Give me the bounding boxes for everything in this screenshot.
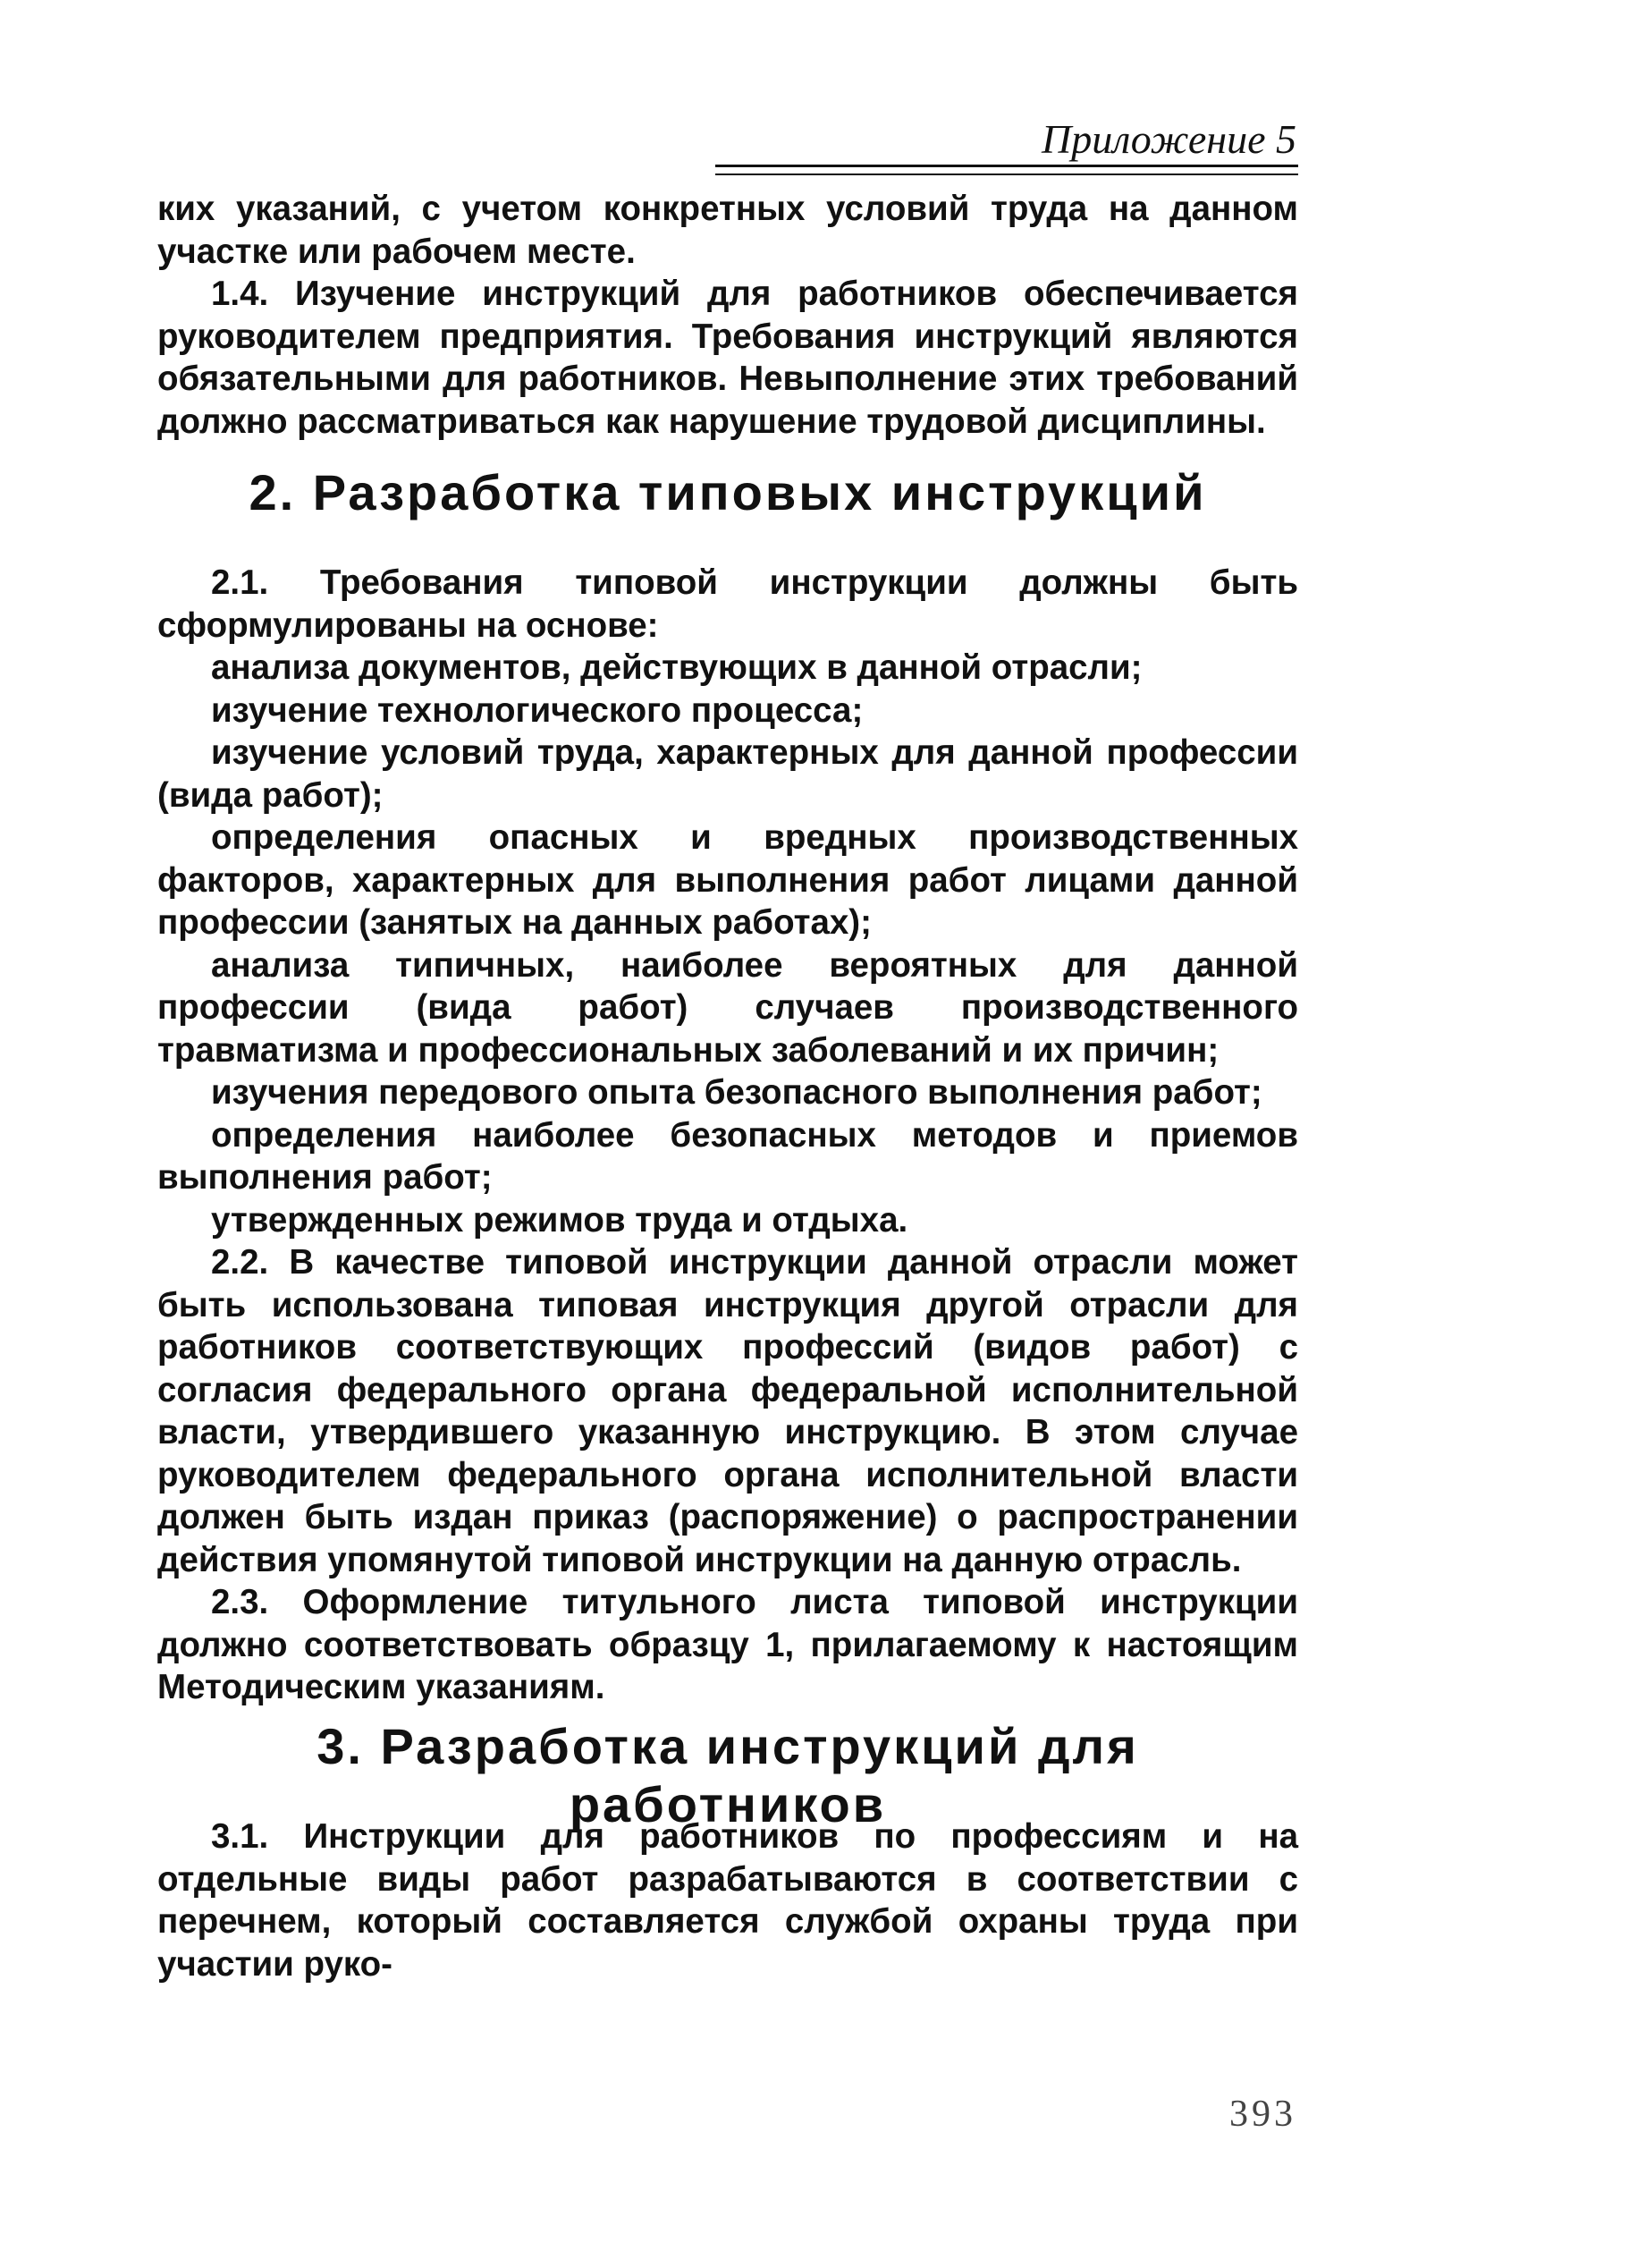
paragraph-3-1: 3.1. Инструкции для работников по профессиям и на отдельные виды работ разрабатываются в соответствии с перечнем, который составляется службой охраны труда при участии руко- xyxy=(157,1817,1298,1984)
list-item: утвержденных режимов труда и отдыха. xyxy=(211,1200,908,1240)
paragraph-2-2: 2.2. В качестве типовой инструкции данной отрасли может быть использована типовая инструкция другой отрасли для работников соответствующих профессий (видов работ) с согласия федерального органа федеральной исполнительной власти, утвердившего указанную инструкцию. В этом случае руководителем федерального органа исполнительной власти должен быть издан приказ (распоряжение) о распространении действия упомянутой типовой инструкции на данную отрасль. xyxy=(157,1243,1298,1579)
list-item: анализа типичных, наиболее вероятных для данной профессии (вида работ) случаев производственного травматизма и профессиональных заболеваний и их причин; xyxy=(157,945,1298,1070)
section-2-heading: 2. Разработка типовых инструкций xyxy=(249,464,1207,520)
section-3-body xyxy=(157,1815,1298,1985)
page-number: 393 xyxy=(1229,2094,1296,2135)
paragraph-1-4: 1.4. Изучение инструкций для работников обеспечивается руководителем предприятия. Требования инструкций являются обязательными для работников. Невыполнение этих требований должно рассматриваться как нарушение трудовой дисциплины. xyxy=(157,275,1298,441)
list-item: определения наиболее безопасных методов и приемов выполнения работ; xyxy=(157,1115,1298,1197)
section-3-heading: 3. Разработка инструкций для работников xyxy=(317,1718,1139,1832)
header-rule-secondary xyxy=(715,173,1298,175)
list-item: изучение технологического процесса; xyxy=(211,690,864,730)
section-2-body xyxy=(157,562,1298,1709)
paragraph-2-3: 2.3. Оформление титульного листа типовой инструкции должно соответствовать образцу 1, прилагаемому к настоящим Методическим указаниям. xyxy=(157,1583,1298,1706)
list-item: определения опасных и вредных производственных факторов, характерных для выполнения работ лицами данной профессии (занятых на данных работах); xyxy=(157,818,1298,942)
paragraph-2-1: 2.1. Требования типовой инструкции должны быть сформулированы на основе: xyxy=(157,563,1298,645)
list-item: изучение условий труда, характерных для данной профессии (вида работ); xyxy=(157,733,1298,815)
running-header: Приложение 5 xyxy=(1041,116,1296,162)
list-item: изучения передового опыта безопасного выполнения работ; xyxy=(211,1073,1262,1112)
intro-block xyxy=(157,188,1298,443)
header-rule xyxy=(715,165,1298,167)
continued-paragraph: ких указаний, с учетом конкретных условий труда на данном участке или рабочем месте. xyxy=(157,190,1298,271)
list-item: анализа документов, действующих в данной отрасли; xyxy=(211,648,1143,687)
